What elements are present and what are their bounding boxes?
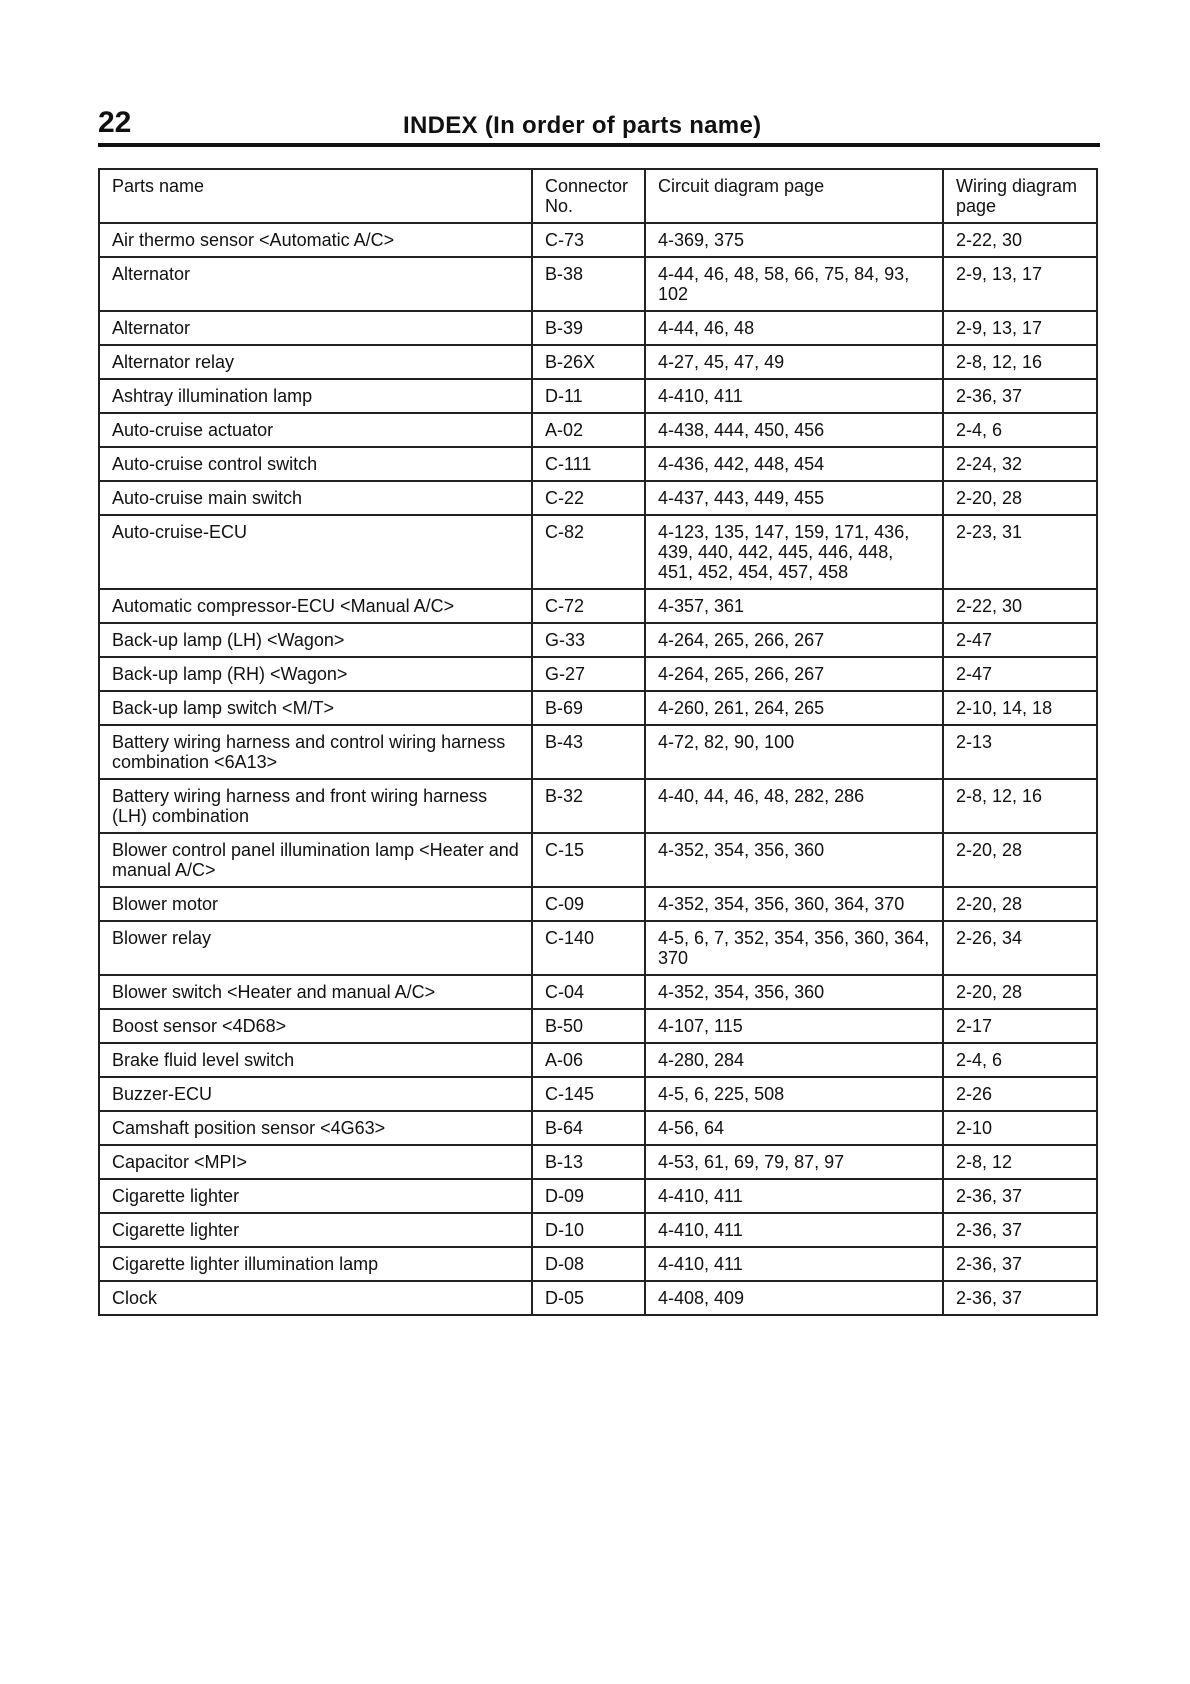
connector-no-cell: B-69 bbox=[532, 691, 645, 725]
circuit-page-cell: 4-438, 444, 450, 456 bbox=[645, 413, 943, 447]
connector-no-cell: G-27 bbox=[532, 657, 645, 691]
part-name-cell: Brake fluid level switch bbox=[99, 1043, 532, 1077]
part-name-cell: Alternator bbox=[99, 257, 532, 311]
circuit-page-cell: 4-5, 6, 225, 508 bbox=[645, 1077, 943, 1111]
circuit-page-cell: 4-436, 442, 448, 454 bbox=[645, 447, 943, 481]
circuit-page-cell: 4-264, 265, 266, 267 bbox=[645, 657, 943, 691]
part-name-cell: Blower switch <Heater and manual A/C> bbox=[99, 975, 532, 1009]
table-row bbox=[99, 1111, 1097, 1145]
circuit-page-cell: 4-260, 261, 264, 265 bbox=[645, 691, 943, 725]
circuit-page-cell: 4-352, 354, 356, 360 bbox=[645, 975, 943, 1009]
page-number: 22 bbox=[98, 106, 132, 139]
connector-no-cell: C-09 bbox=[532, 887, 645, 921]
wiring-page-cell: 2-8, 12, 16 bbox=[943, 345, 1097, 379]
connector-no-cell: B-50 bbox=[532, 1009, 645, 1043]
circuit-page-cell: 4-53, 61, 69, 79, 87, 97 bbox=[645, 1145, 943, 1179]
wiring-page-cell: 2-8, 12 bbox=[943, 1145, 1097, 1179]
connector-no-cell: C-22 bbox=[532, 481, 645, 515]
table-row bbox=[99, 589, 1097, 623]
wiring-page-cell: 2-36, 37 bbox=[943, 1247, 1097, 1281]
table-row bbox=[99, 657, 1097, 691]
table-header-row bbox=[99, 169, 1097, 223]
table-row bbox=[99, 975, 1097, 1009]
connector-no-cell: A-06 bbox=[532, 1043, 645, 1077]
part-name-cell: Alternator relay bbox=[99, 345, 532, 379]
circuit-page-cell: 4-352, 354, 356, 360 bbox=[645, 833, 943, 887]
wiring-page-cell: 2-10, 14, 18 bbox=[943, 691, 1097, 725]
part-name-cell: Back-up lamp (LH) <Wagon> bbox=[99, 623, 532, 657]
table-row bbox=[99, 1077, 1097, 1111]
circuit-page-cell: 4-410, 411 bbox=[645, 1213, 943, 1247]
wiring-page-cell: 2-4, 6 bbox=[943, 1043, 1097, 1077]
wiring-page-cell: 2-9, 13, 17 bbox=[943, 257, 1097, 311]
wiring-page-cell: 2-24, 32 bbox=[943, 447, 1097, 481]
circuit-page-cell: 4-410, 411 bbox=[645, 1179, 943, 1213]
part-name-cell: Auto-cruise actuator bbox=[99, 413, 532, 447]
table-row bbox=[99, 311, 1097, 345]
part-name-cell: Blower relay bbox=[99, 921, 532, 975]
connector-no-cell: B-26X bbox=[532, 345, 645, 379]
wiring-page-cell: 2-36, 37 bbox=[943, 1213, 1097, 1247]
part-name-cell: Blower control panel illumination lamp <Heater and manual A/C> bbox=[99, 833, 532, 887]
wiring-page-cell: 2-36, 37 bbox=[943, 1281, 1097, 1315]
connector-no-cell: C-145 bbox=[532, 1077, 645, 1111]
circuit-page-cell: 4-410, 411 bbox=[645, 1247, 943, 1281]
table-row bbox=[99, 691, 1097, 725]
part-name-cell: Clock bbox=[99, 1281, 532, 1315]
circuit-page-cell: 4-107, 115 bbox=[645, 1009, 943, 1043]
part-name-cell: Battery wiring harness and front wiring harness (LH) combination bbox=[99, 779, 532, 833]
connector-no-cell: D-05 bbox=[532, 1281, 645, 1315]
connector-no-cell: B-43 bbox=[532, 725, 645, 779]
header-circuit-diagram-page: Circuit diagram page bbox=[645, 169, 943, 223]
connector-no-cell: C-73 bbox=[532, 223, 645, 257]
part-name-cell: Capacitor <MPI> bbox=[99, 1145, 532, 1179]
header-wiring-diagram-page: Wiring diagram page bbox=[943, 169, 1097, 223]
part-name-cell: Auto-cruise control switch bbox=[99, 447, 532, 481]
circuit-page-cell: 4-264, 265, 266, 267 bbox=[645, 623, 943, 657]
connector-no-cell: C-04 bbox=[532, 975, 645, 1009]
circuit-page-cell: 4-352, 354, 356, 360, 364, 370 bbox=[645, 887, 943, 921]
part-name-cell: Auto-cruise main switch bbox=[99, 481, 532, 515]
connector-no-cell: C-82 bbox=[532, 515, 645, 589]
circuit-page-cell: 4-357, 361 bbox=[645, 589, 943, 623]
part-name-cell: Cigarette lighter illumination lamp bbox=[99, 1247, 532, 1281]
table-row bbox=[99, 779, 1097, 833]
table-row bbox=[99, 1247, 1097, 1281]
table-row bbox=[99, 921, 1097, 975]
circuit-page-cell: 4-123, 135, 147, 159, 171, 436, 439, 440, 442, 445, 446, 448, 451, 452, 454, 457, 458 bbox=[645, 515, 943, 589]
table-row bbox=[99, 413, 1097, 447]
part-name-cell: Back-up lamp switch <M/T> bbox=[99, 691, 532, 725]
table-row bbox=[99, 887, 1097, 921]
part-name-cell: Back-up lamp (RH) <Wagon> bbox=[99, 657, 532, 691]
part-name-cell: Battery wiring harness and control wiring harness combination <6A13> bbox=[99, 725, 532, 779]
connector-no-cell: A-02 bbox=[532, 413, 645, 447]
table-row bbox=[99, 725, 1097, 779]
circuit-page-cell: 4-437, 443, 449, 455 bbox=[645, 481, 943, 515]
wiring-page-cell: 2-22, 30 bbox=[943, 589, 1097, 623]
table-row bbox=[99, 1009, 1097, 1043]
table-row bbox=[99, 515, 1097, 589]
circuit-page-cell: 4-40, 44, 46, 48, 282, 286 bbox=[645, 779, 943, 833]
wiring-page-cell: 2-13 bbox=[943, 725, 1097, 779]
wiring-page-cell: 2-23, 31 bbox=[943, 515, 1097, 589]
circuit-page-cell: 4-72, 82, 90, 100 bbox=[645, 725, 943, 779]
wiring-page-cell: 2-20, 28 bbox=[943, 833, 1097, 887]
part-name-cell: Ashtray illumination lamp bbox=[99, 379, 532, 413]
wiring-page-cell: 2-26, 34 bbox=[943, 921, 1097, 975]
wiring-page-cell: 2-20, 28 bbox=[943, 975, 1097, 1009]
connector-no-cell: B-38 bbox=[532, 257, 645, 311]
parts-index-table bbox=[98, 168, 1098, 1316]
wiring-page-cell: 2-22, 30 bbox=[943, 223, 1097, 257]
table-row bbox=[99, 1145, 1097, 1179]
header-parts-name: Parts name bbox=[99, 169, 532, 223]
table-row bbox=[99, 1213, 1097, 1247]
circuit-page-cell: 4-27, 45, 47, 49 bbox=[645, 345, 943, 379]
connector-no-cell: B-64 bbox=[532, 1111, 645, 1145]
connector-no-cell: G-33 bbox=[532, 623, 645, 657]
connector-no-cell: B-39 bbox=[532, 311, 645, 345]
table-row bbox=[99, 447, 1097, 481]
circuit-page-cell: 4-280, 284 bbox=[645, 1043, 943, 1077]
circuit-page-cell: 4-408, 409 bbox=[645, 1281, 943, 1315]
wiring-page-cell: 2-36, 37 bbox=[943, 1179, 1097, 1213]
part-name-cell: Blower motor bbox=[99, 887, 532, 921]
wiring-page-cell: 2-10 bbox=[943, 1111, 1097, 1145]
page-header bbox=[98, 104, 1100, 144]
table-row bbox=[99, 345, 1097, 379]
part-name-cell: Camshaft position sensor <4G63> bbox=[99, 1111, 532, 1145]
wiring-page-cell: 2-8, 12, 16 bbox=[943, 779, 1097, 833]
part-name-cell: Automatic compressor-ECU <Manual A/C> bbox=[99, 589, 532, 623]
table-row bbox=[99, 257, 1097, 311]
table-row bbox=[99, 833, 1097, 887]
circuit-page-cell: 4-44, 46, 48, 58, 66, 75, 84, 93, 102 bbox=[645, 257, 943, 311]
part-name-cell: Buzzer-ECU bbox=[99, 1077, 532, 1111]
wiring-page-cell: 2-47 bbox=[943, 657, 1097, 691]
part-name-cell: Cigarette lighter bbox=[99, 1213, 532, 1247]
part-name-cell: Alternator bbox=[99, 311, 532, 345]
part-name-cell: Boost sensor <4D68> bbox=[99, 1009, 532, 1043]
connector-no-cell: C-140 bbox=[532, 921, 645, 975]
circuit-page-cell: 4-5, 6, 7, 352, 354, 356, 360, 364, 370 bbox=[645, 921, 943, 975]
table-row bbox=[99, 223, 1097, 257]
part-name-cell: Auto-cruise-ECU bbox=[99, 515, 532, 589]
table-row bbox=[99, 1179, 1097, 1213]
table-row bbox=[99, 623, 1097, 657]
header-rule bbox=[98, 143, 1100, 147]
table-row bbox=[99, 481, 1097, 515]
wiring-page-cell: 2-9, 13, 17 bbox=[943, 311, 1097, 345]
circuit-page-cell: 4-369, 375 bbox=[645, 223, 943, 257]
circuit-page-cell: 4-44, 46, 48 bbox=[645, 311, 943, 345]
connector-no-cell: C-72 bbox=[532, 589, 645, 623]
table-row bbox=[99, 1043, 1097, 1077]
connector-no-cell: C-15 bbox=[532, 833, 645, 887]
table-row bbox=[99, 379, 1097, 413]
part-name-cell: Air thermo sensor <Automatic A/C> bbox=[99, 223, 532, 257]
wiring-page-cell: 2-47 bbox=[943, 623, 1097, 657]
part-name-cell: Cigarette lighter bbox=[99, 1179, 532, 1213]
wiring-page-cell: 2-4, 6 bbox=[943, 413, 1097, 447]
header-connector-no: Connector No. bbox=[532, 169, 645, 223]
wiring-page-cell: 2-36, 37 bbox=[943, 379, 1097, 413]
connector-no-cell: D-10 bbox=[532, 1213, 645, 1247]
circuit-page-cell: 4-410, 411 bbox=[645, 379, 943, 413]
wiring-page-cell: 2-26 bbox=[943, 1077, 1097, 1111]
wiring-page-cell: 2-20, 28 bbox=[943, 887, 1097, 921]
connector-no-cell: D-08 bbox=[532, 1247, 645, 1281]
page-title: INDEX (In order of parts name) bbox=[403, 112, 762, 139]
connector-no-cell: B-32 bbox=[532, 779, 645, 833]
circuit-page-cell: 4-56, 64 bbox=[645, 1111, 943, 1145]
wiring-page-cell: 2-20, 28 bbox=[943, 481, 1097, 515]
connector-no-cell: D-09 bbox=[532, 1179, 645, 1213]
wiring-page-cell: 2-17 bbox=[943, 1009, 1097, 1043]
table-row bbox=[99, 1281, 1097, 1315]
connector-no-cell: C-111 bbox=[532, 447, 645, 481]
connector-no-cell: B-13 bbox=[532, 1145, 645, 1179]
connector-no-cell: D-11 bbox=[532, 379, 645, 413]
